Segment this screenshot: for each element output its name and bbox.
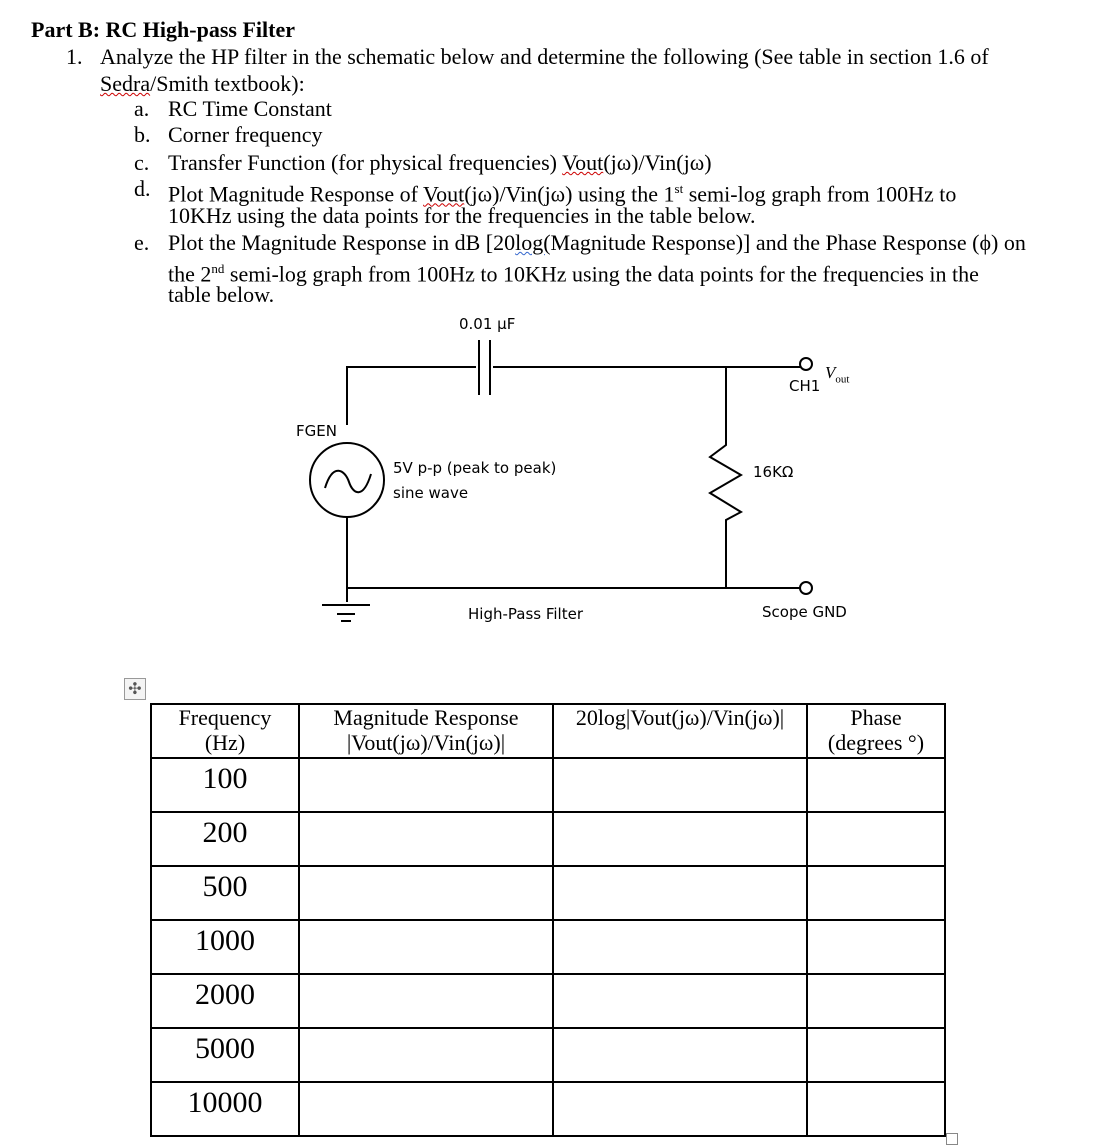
fgen-label: FGEN	[296, 422, 337, 440]
item-a-text: RC Time Constant	[168, 96, 332, 121]
frequency-cell: 1000	[151, 920, 299, 974]
empty-cell[interactable]	[299, 974, 553, 1028]
frequency-cell: 10000	[151, 1082, 299, 1136]
empty-cell[interactable]	[553, 1028, 807, 1082]
empty-cell[interactable]	[553, 1082, 807, 1136]
resistor-label: 16KΩ	[753, 463, 794, 481]
scope-gnd-label: Scope GND	[762, 603, 847, 621]
table-row	[151, 758, 945, 812]
empty-cell[interactable]	[299, 920, 553, 974]
empty-cell[interactable]	[299, 1028, 553, 1082]
d2: (jω)/Vin(jω) using the 1	[464, 181, 675, 207]
gnd-terminal	[800, 582, 812, 594]
e2b: semi-log graph from 100Hz to 10KHz using the data points for the frequencies in the	[224, 261, 979, 287]
e-sup: nd	[211, 261, 225, 276]
vout-terminal	[800, 358, 812, 370]
c-sp: Vout	[562, 150, 604, 175]
header-db	[553, 704, 807, 758]
h: Frequency	[178, 705, 272, 730]
sine-icon	[325, 471, 371, 493]
empty-cell[interactable]	[807, 920, 945, 974]
table-row	[151, 1082, 945, 1136]
frequency-cell: 2000	[151, 974, 299, 1028]
d1: Plot Magnitude Response of	[168, 181, 424, 207]
q1-sedra: Sedra	[100, 71, 151, 96]
vout-label	[825, 360, 849, 392]
vout-v: V	[825, 363, 836, 382]
source-label: 5V p-p (peak to peak)	[393, 459, 557, 477]
section-heading: Part B: RC High-pass Filter	[31, 17, 295, 42]
c1: Transfer Function (for physical frequencies)	[168, 150, 563, 175]
table-row	[151, 1028, 945, 1082]
wire-top-left	[347, 367, 476, 425]
resize-handle[interactable]	[946, 1133, 958, 1145]
table-row	[151, 974, 945, 1028]
frequency-cell: 500	[151, 866, 299, 920]
table-row	[151, 812, 945, 866]
table-row	[151, 920, 945, 974]
capacitor-label: 0.01 μF	[459, 315, 516, 333]
header-frequency	[151, 704, 299, 758]
empty-cell[interactable]	[553, 974, 807, 1028]
empty-cell[interactable]	[807, 974, 945, 1028]
h: Magnitude Response	[333, 705, 519, 730]
frequency-cell: 100	[151, 758, 299, 812]
q1-text-2b: /Smith textbook):	[150, 71, 305, 96]
empty-cell[interactable]	[299, 758, 553, 812]
ac-source-icon	[310, 443, 384, 517]
empty-cell[interactable]	[807, 758, 945, 812]
item-b-label: b.	[134, 122, 151, 147]
empty-cell[interactable]	[553, 758, 807, 812]
item-d-text-2: 10KHz using the data points for the frequencies in the table below.	[168, 203, 756, 228]
table-header-row	[151, 704, 945, 758]
e-sp: log(	[515, 230, 551, 255]
h: 20log|Vout(jω)/Vin(jω)|	[575, 705, 785, 730]
empty-cell[interactable]	[807, 1082, 945, 1136]
q1-number: 1.	[66, 44, 83, 69]
header-magnitude	[299, 704, 553, 758]
empty-cell[interactable]	[553, 920, 807, 974]
empty-cell[interactable]	[299, 812, 553, 866]
empty-cell[interactable]	[807, 812, 945, 866]
e2: Magnitude Response)] and the Phase Response (ϕ) on	[550, 230, 1026, 255]
header-phase	[807, 704, 945, 758]
d-sup: st	[674, 181, 684, 196]
data-table	[150, 703, 946, 1137]
h: (Hz)	[204, 730, 246, 755]
empty-cell[interactable]	[299, 1082, 553, 1136]
c2: (jω)/Vin(jω)	[603, 150, 712, 175]
h: |Vout(jω)/Vin(jω)|	[346, 730, 506, 755]
source-label-2: sine wave	[393, 484, 469, 502]
empty-cell[interactable]	[807, 866, 945, 920]
ch1-label: CH1	[789, 377, 821, 395]
vout-sub: out	[835, 373, 850, 386]
q1-text: Analyze the HP filter in the schematic below and determine the following (See table in section 1.6 of	[100, 44, 989, 69]
e2a: the 2	[168, 261, 212, 287]
item-d-label: d.	[134, 176, 151, 201]
empty-cell[interactable]	[299, 866, 553, 920]
d-sp: Vout	[423, 181, 465, 207]
item-a-label: a.	[134, 96, 150, 121]
circuit-title: High-Pass Filter	[468, 605, 583, 623]
frequency-cell: 200	[151, 812, 299, 866]
empty-cell[interactable]	[553, 866, 807, 920]
e1: Plot the Magnitude Response in dB [20	[168, 230, 516, 255]
item-c-label: c.	[134, 150, 150, 175]
resistor-icon	[710, 367, 741, 588]
table-move-icon[interactable]: ✣	[124, 678, 146, 700]
frequency-cell: 5000	[151, 1028, 299, 1082]
empty-cell[interactable]	[553, 812, 807, 866]
table-row	[151, 866, 945, 920]
item-b-text: Corner frequency	[168, 122, 323, 147]
d3: semi-log graph from 100Hz to	[683, 181, 957, 207]
item-e-label: e.	[134, 230, 150, 255]
empty-cell[interactable]	[807, 1028, 945, 1082]
item-e-text-3: table below.	[168, 282, 275, 307]
h: (degrees °)	[827, 730, 925, 755]
h: Phase	[850, 705, 902, 730]
